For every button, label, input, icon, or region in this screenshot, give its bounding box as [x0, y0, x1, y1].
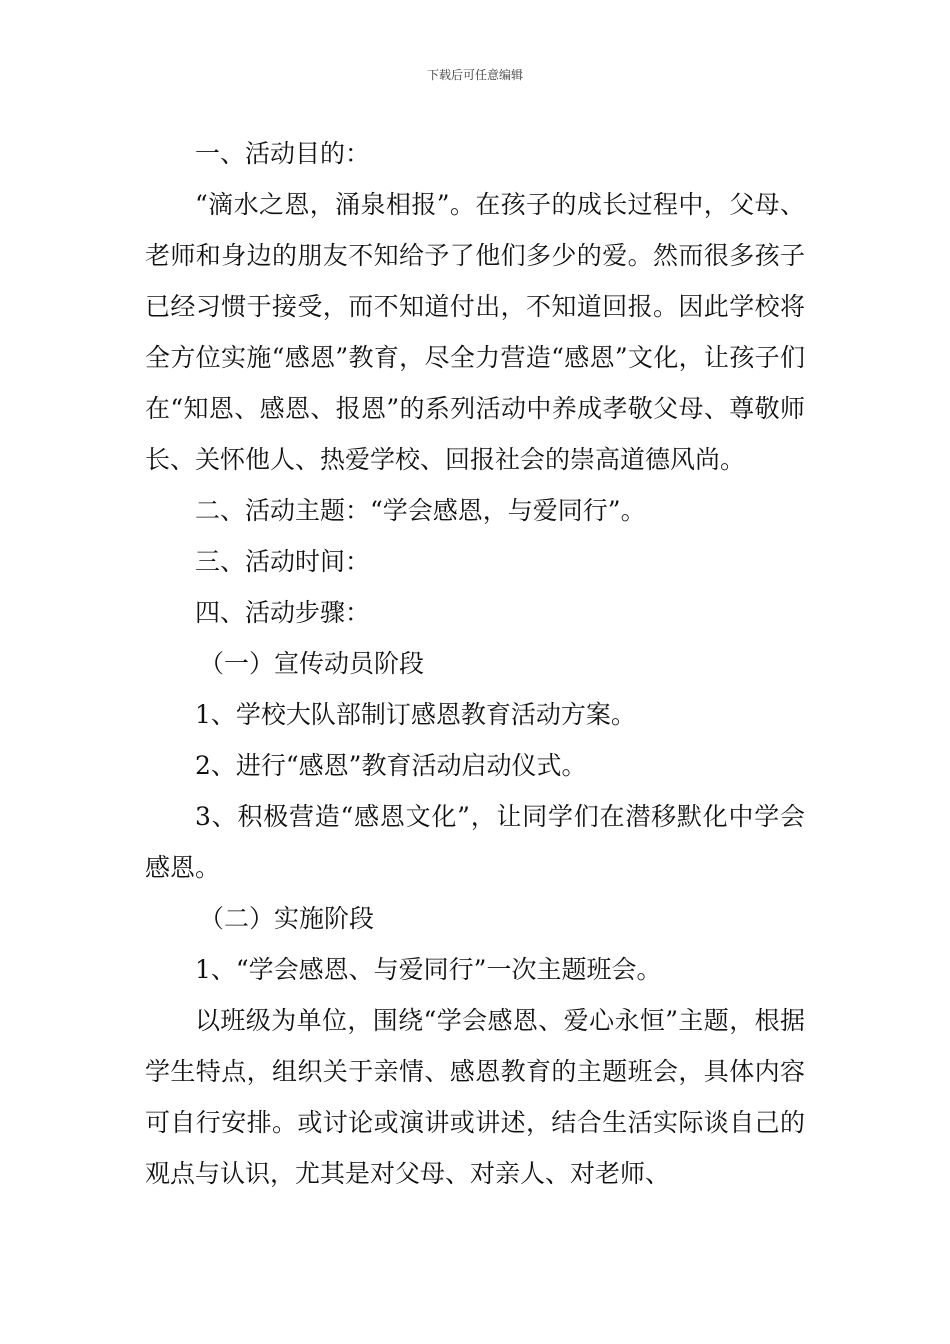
paragraph-purpose: “滴水之恩，涌泉相报”。在孩子的成长过程中，父母、老师和身边的朋友不知给予了他们多少的爱。然而很多孩子已经习惯于接受，而不知道付出，不知道回报。因此学校将全方位实施“感恩”教育，尽全力营造“感恩”文化，让孩子们在“知恩、感恩、报恩”的系列活动中养成孝敬父母、尊敬师长、关怀他人、热爱学校、回报社会的崇高道德风尚。 — [145, 190, 805, 474]
list-item: 2、进行“感恩”教育活动启动仪式。 — [195, 751, 587, 780]
paragraph-class-meeting: 以班级为单位，围绕“学会感恩、爱心永恒”主题，根据学生特点，组织关于亲情、感恩教育的主题班会，具体内容可自行安排。或讨论或演讲或讲述，结合生活实际谈自己的观点与认识，尤其是对父母、对亲人、对老师、 — [145, 1006, 805, 1188]
section-heading-purpose: 一、活动目的： — [195, 139, 371, 168]
page-header: 下载后可任意编辑 — [426, 68, 523, 82]
section-heading-time: 三、活动时间： — [195, 547, 371, 576]
subheading-implementation: （二）实施阶段 — [199, 904, 375, 933]
document-body — [145, 128, 805, 1199]
list-item: 3、积极营造“感恩文化”，让同学们在潜移默化中学会感恩。 — [145, 802, 805, 882]
list-item: 1、“学会感恩、与爱同行”一次主题班会。 — [195, 955, 662, 984]
subheading-publicity: （一）宣传动员阶段 — [199, 649, 425, 678]
section-heading-steps: 四、活动步骤： — [195, 598, 371, 627]
list-item: 1、学校大队部制订感恩教育活动方案。 — [195, 700, 636, 729]
section-heading-theme: 二、活动主题：“学会感恩，与爱同行”。 — [195, 496, 646, 525]
